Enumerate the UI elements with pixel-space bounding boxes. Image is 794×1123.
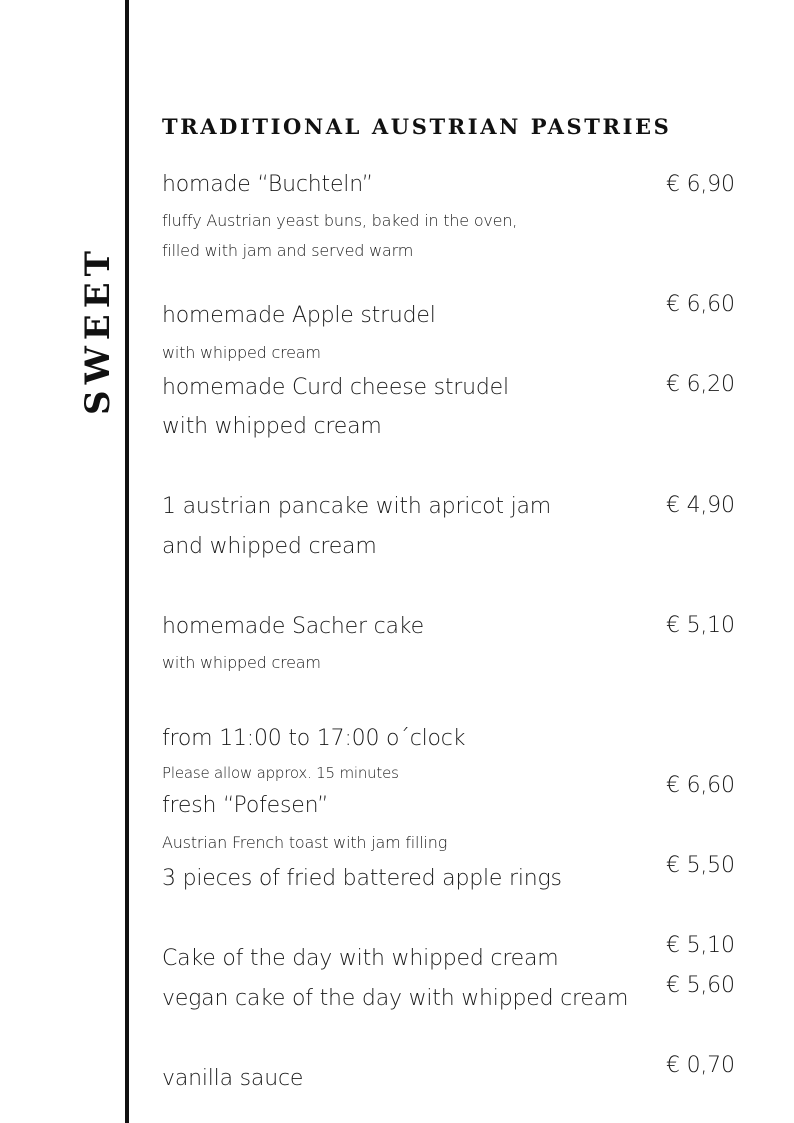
- item-desc-apple-strudel: with whipped cream: [162, 343, 321, 362]
- item-price-buchteln: € 6,90: [666, 172, 735, 197]
- item-price-pofesen: € 6,60: [666, 773, 735, 798]
- side-category-title: SWEET: [78, 245, 118, 415]
- item-name-cake-of-the-day: Cake of the day with whipped cream: [162, 946, 559, 971]
- serving-time-note: from 11:00 to 17:00 o´clock: [162, 726, 466, 751]
- section-heading: TRADITIONAL AUSTRIAN PASTRIES: [162, 114, 672, 139]
- item-name-apple-strudel: homemade Apple strudel: [162, 303, 436, 328]
- item-name-pancake: 1 austrian pancake with apricot jam: [162, 494, 552, 519]
- item-desc-buchteln-line1: fluffy Austrian yeast buns, baked in the oven,: [162, 211, 518, 230]
- item-price-apple-rings: € 5,50: [666, 853, 735, 878]
- item-desc-pofesen: Austrian French toast with jam filling: [162, 833, 448, 852]
- item-price-pancake: € 4,90: [666, 493, 735, 518]
- item-name-vanilla-sauce: vanilla sauce: [162, 1066, 304, 1091]
- item-price-sacher-cake: € 5,10: [666, 613, 735, 638]
- item-name-curd-strudel-line2: with whipped cream: [162, 414, 382, 439]
- item-name-buchteln: homade “Buchteln”: [162, 172, 373, 197]
- item-price-cake-of-the-day: € 5,10: [666, 933, 735, 958]
- item-price-vanilla-sauce: € 0,70: [666, 1053, 735, 1078]
- item-name-apple-rings: 3 pieces of fried battered apple rings: [162, 866, 562, 891]
- item-name-pofesen: fresh “Pofesen”: [162, 793, 329, 818]
- preparation-time-note: Please allow approx. 15 minutes: [162, 764, 399, 782]
- vertical-divider-line: [125, 0, 129, 1123]
- item-name-vegan-cake: vegan cake of the day with whipped cream: [162, 986, 629, 1011]
- item-price-apple-strudel: € 6,60: [666, 292, 735, 317]
- item-name-sacher-cake: homemade Sacher cake: [162, 614, 424, 639]
- item-price-vegan-cake: € 5,60: [666, 973, 735, 998]
- item-desc-sacher-cake: with whipped cream: [162, 653, 321, 672]
- item-desc-buchteln-line2: filled with jam and served warm: [162, 241, 414, 260]
- item-name-curd-strudel: homemade Curd cheese strudel: [162, 375, 509, 400]
- item-name-pancake-line2: and whipped cream: [162, 534, 377, 559]
- item-price-curd-strudel: € 6,20: [666, 372, 735, 397]
